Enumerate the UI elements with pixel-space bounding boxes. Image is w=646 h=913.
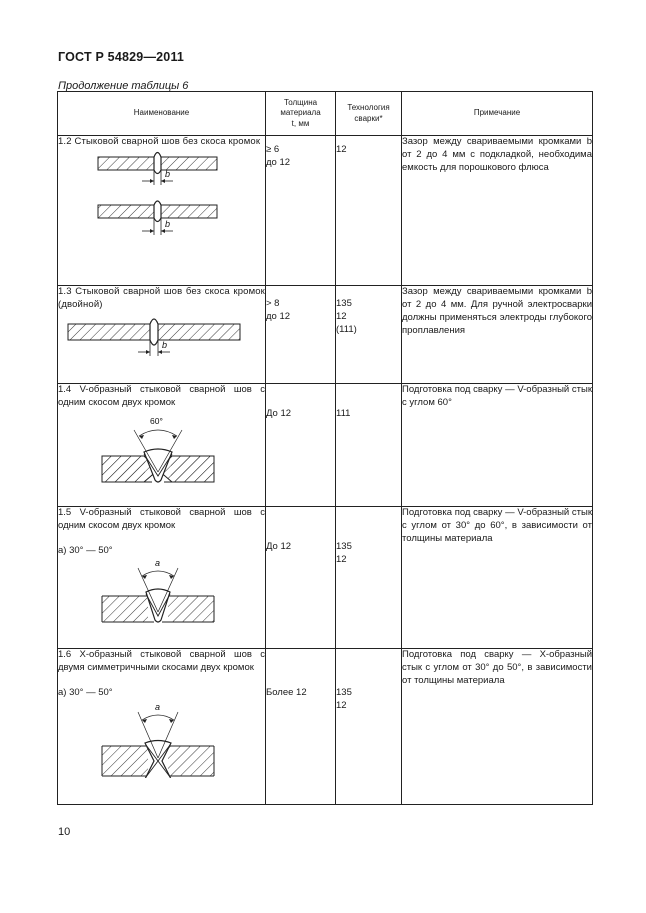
row-1-4-thickness-cell <box>266 384 336 507</box>
row-1-6-thickness-cell <box>266 649 336 805</box>
header-thickness-line-3: t, мм <box>291 118 310 128</box>
table-header-row <box>58 92 593 136</box>
double-weld-gap-label: b <box>162 339 168 350</box>
row-1-4-technology-1: 111 <box>336 408 351 420</box>
row-1-5-note: Подготовка под сварку — V-образный стык с углом от 30° до 60°, в зависимости от толщины материала <box>402 507 592 544</box>
header-note: Примечание <box>402 92 593 136</box>
row-1-6-thickness-1: Более 12 <box>266 687 307 699</box>
row-1-5-note-cell <box>402 507 593 649</box>
v-butt-weld-60-diagram <box>58 410 254 488</box>
row-1-3-name-cell <box>58 286 266 384</box>
row-1-6-technology-cell <box>336 649 402 805</box>
row-1-3-thickness-cell <box>266 286 336 384</box>
header-name: Наименование <box>58 92 266 136</box>
angle-a-label-x: a <box>155 701 161 712</box>
row-1-5-technology-1: 135 <box>336 541 352 553</box>
gap-label-1: b <box>165 168 171 179</box>
row-1-6-name: 1.6 X-образный стыковой сварной шов с двумя симметричными скосами двух кромок <box>58 649 265 673</box>
row-1-5-name-cell <box>58 507 266 649</box>
table-row-1-3 <box>58 286 593 384</box>
table-row-1-2 <box>58 136 593 286</box>
row-1-6-note: Подготовка под сварку — X-образный стык с углом от 30° до 50°, в зависимости от толщины материала <box>402 649 592 686</box>
row-1-4-thickness-1: До 12 <box>266 408 292 420</box>
row-1-4-note-cell <box>402 384 593 507</box>
row-1-3-note: Зазор между свариваемыми кромками b от 2 до 4 мм. Для ручной электросварки должны применяться электроды глубокого проплавления <box>402 286 592 336</box>
table-continuation-caption: Продолжение таблицы 6 <box>58 80 189 92</box>
gap-label-2: b <box>165 218 171 229</box>
row-1-5-technology-2: 12 <box>336 553 347 565</box>
row-1-5-thickness-1: До 12 <box>266 541 292 553</box>
row-1-2-thickness-cell <box>266 136 336 286</box>
row-1-2-thickness-2: до 12 <box>266 156 291 168</box>
row-1-2-note-cell <box>402 136 593 286</box>
row-1-2-note: Зазор между свариваемыми кромками b от 2 до 4 мм с подкладкой, необходима емкость для порошкового флюса <box>402 136 592 173</box>
header-technology-line-1: Технология <box>347 103 390 113</box>
row-1-6-name-cell <box>58 649 266 805</box>
header-thickness-line-2: материала <box>280 108 321 118</box>
header-technology-line-2: сварки* <box>354 113 383 123</box>
row-1-4-technology-cell <box>336 384 402 507</box>
weld-types-table <box>57 91 593 805</box>
row-1-5-technology-cell <box>336 507 402 649</box>
table-row-1-4 <box>58 384 593 507</box>
table-row-1-6 <box>58 649 593 805</box>
document-title: ГОСТ Р 54829—2011 <box>58 50 185 64</box>
row-1-3-technology-2: 12 <box>336 310 347 322</box>
row-1-2-technology-1: 12 <box>336 144 347 156</box>
row-1-3-technology-1: 135 <box>336 298 352 310</box>
v-butt-weld-variable-angle-diagram <box>58 558 254 630</box>
angle-a-label-v: a <box>155 557 161 568</box>
row-1-4-note: Подготовка под сварку — V-образный стык с углом 60° <box>402 384 592 408</box>
row-1-5-sub-label: а) 30° — 50° <box>58 544 113 556</box>
double-square-butt-weld-diagram <box>58 312 254 366</box>
row-1-3-name: 1.3 Стыковой сварной шов без скоса кромок (двойной) <box>58 286 265 310</box>
row-1-2-name: 1.2 Стыковой сварной шов без скоса кромок <box>58 136 261 148</box>
row-1-2-technology-cell <box>336 136 402 286</box>
x-butt-weld-diagram <box>58 700 254 778</box>
row-1-3-thickness-2: до 12 <box>266 310 291 322</box>
row-1-3-note-cell <box>402 286 593 384</box>
row-1-4-name-cell <box>58 384 266 507</box>
row-1-3-technology-3: (111) <box>336 323 357 335</box>
row-1-2-name-cell <box>58 136 266 286</box>
row-1-2-thickness-1: ≥ 6 <box>266 144 280 156</box>
row-1-3-technology-cell <box>336 286 402 384</box>
row-1-6-technology-1: 135 <box>336 687 352 699</box>
header-thickness-line-1: Толщина <box>283 98 318 107</box>
row-1-3-thickness-1: > 8 <box>266 298 280 310</box>
header-technology <box>336 92 402 136</box>
angle-60-label: 60° <box>150 415 163 426</box>
row-1-6-sub-label: а) 30° — 50° <box>58 686 113 698</box>
row-1-5-name: 1.5 V-образный стыковой сварной шов с одним скосом двух кромок <box>58 507 265 531</box>
page-number: 10 <box>58 826 71 838</box>
table-row-1-5 <box>58 507 593 649</box>
row-1-4-name: 1.4 V-образный стыковой сварной шов с одним скосом двух кромок <box>58 384 265 408</box>
row-1-5-thickness-cell <box>266 507 336 649</box>
row-1-6-technology-2: 12 <box>336 699 347 711</box>
square-butt-weld-diagram <box>58 149 254 249</box>
header-thickness <box>266 92 336 136</box>
row-1-6-note-cell <box>402 649 593 805</box>
